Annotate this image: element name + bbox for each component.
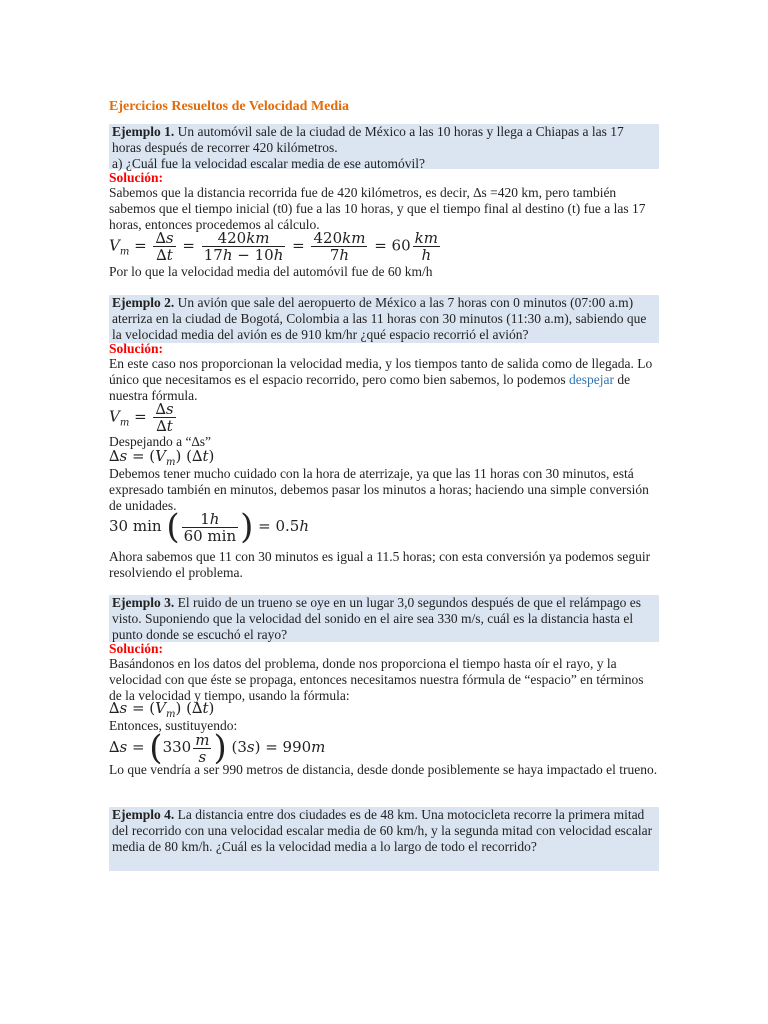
despejar-link[interactable]: despejar — [569, 372, 614, 387]
example-1-box — [109, 124, 659, 169]
example-3-result: Lo que vendría a ser 990 metros de distancia, desde donde posiblemente se haya impactado el trueno. — [109, 762, 658, 777]
entonces-text: Entonces, sustituyendo: — [109, 718, 238, 733]
example-1-question: a) ¿Cuál fue la velocidad escalar media de ese automóvil? — [112, 156, 425, 171]
formula-conversion: 30 min ( $\frac{1h}{60 \min}$ ) = 0.5h — [109, 507, 310, 547]
formula-distance-2: $\Delta s = (V_m)$ (∆t) — [109, 699, 215, 720]
despejando-text: Despejando a “∆s” — [109, 434, 211, 449]
example-3-box — [109, 595, 659, 642]
example-3-text: El ruido de un trueno se oye en un lugar 3,0 segundos después de que el relámpago es visto. Suponiendo que la velocidad del sonido en el aire sea 330 m/s, cuál es la distancia hasta el punto donde se escuchó el rayo? — [112, 595, 642, 642]
solution-label-3: Solución: — [109, 641, 164, 656]
example-4-box — [109, 807, 659, 871]
example-2-paragraph-3: Ahora sabemos que 11 con 30 minutos es igual a 11.5 horas; con esta conversión ya podemos seguir resolviendo el problema. — [109, 549, 651, 580]
solution-label-1: Solución: — [109, 170, 164, 185]
doc-title: Ejercicios Resueltos de Velocidad Media — [109, 99, 350, 114]
solution-label-2: Solución: — [109, 341, 164, 356]
example-2-paragraph-2: Debemos tener mucho cuidado con la hora de aterrizaje, ya que las 11 horas con 30 minutos, está expresado también en minutos, debemos pasar los minutos a horas; haciendo una simple conversión de unidades. — [109, 466, 649, 513]
example-1-label: Ejemplo 1. — [112, 124, 175, 139]
example-2-label: Ejemplo 2. — [112, 295, 175, 310]
example-1-result: Por lo que la velocidad media del automóvil fue de 60 km/h — [109, 264, 433, 279]
example-4-text: La distancia entre dos ciudades es de 48 km. Una motocicleta recorre la primera mitad del recorrido con una velocidad escalar media de 60 km/h, y la segunda mitad con velocidad escalar media de 80 km/h. ¿Cuál es la velocidad media a lo largo de todo el recorrido? — [112, 807, 653, 854]
example-3-solution: Basándonos en los datos del problema, donde nos proporciona el tiempo hasta oír el rayo, y la velocidad con que éste se propaga, entonces necesitamos nuestra fórmula de “espacio” en términos de la velocidad y tiempo, usando la fórmula: — [109, 656, 644, 703]
example-1-solution: Sabemos que la distancia recorrida fue de 420 kilómetros, es decir, ∆s =420 km, pero también sabemos que el tiempo inicial (t0) fue a las 10 horas, y que el tiempo final al destino (t) fue a las 17 horas, entonces procedemos al cálculo. — [109, 185, 646, 232]
example-2-solution: En este caso nos proporcionan la velocidad media, y los tiempos tanto de salida como de llegada. Lo único que necesitamos es el espacio recorrido, pero como bien sabemos, lo podemos despejar de nuestra fórmula. — [109, 356, 653, 403]
example-2-text: Un avión que sale del aeropuerto de México a las 7 horas con 0 minutos (07:00 a.m) aterriza en la ciudad de Bogotá, Colombia a las 11 horas con 30 minutos (11:30 a.m), sabiendo que la velocidad media del avión es de 910 km/hr ¿qué espacio recorrió el avión? — [112, 295, 647, 342]
formula-velocity-definition: $V_m$ = $\frac{\Delta s}{\Delta t}$ — [109, 400, 174, 435]
formula-distance: $\Delta s = (V_m)$ (∆t) — [109, 447, 215, 468]
example-2-box — [109, 295, 659, 343]
example-3-label: Ejemplo 3. — [112, 595, 175, 610]
formula-velocity-calc: $V_m$ = $\frac{\Delta s}{\Delta t}$ = $\frac{420km}{17h - 10h}$ = $\frac{420km}{7h}$ = 60 $\frac{km}{h}$ — [109, 229, 438, 264]
example-4-label: Ejemplo 4. — [112, 807, 175, 822]
example-1-text: Un automóvil sale de la ciudad de México a las 10 horas y llega a Chiapas a las 17 horas después de recorrer 420 kilómetros. — [112, 124, 624, 155]
formula-substitution: ∆s = (330 $\frac{m}{s}$ ) (3s) = 990m — [109, 728, 326, 768]
